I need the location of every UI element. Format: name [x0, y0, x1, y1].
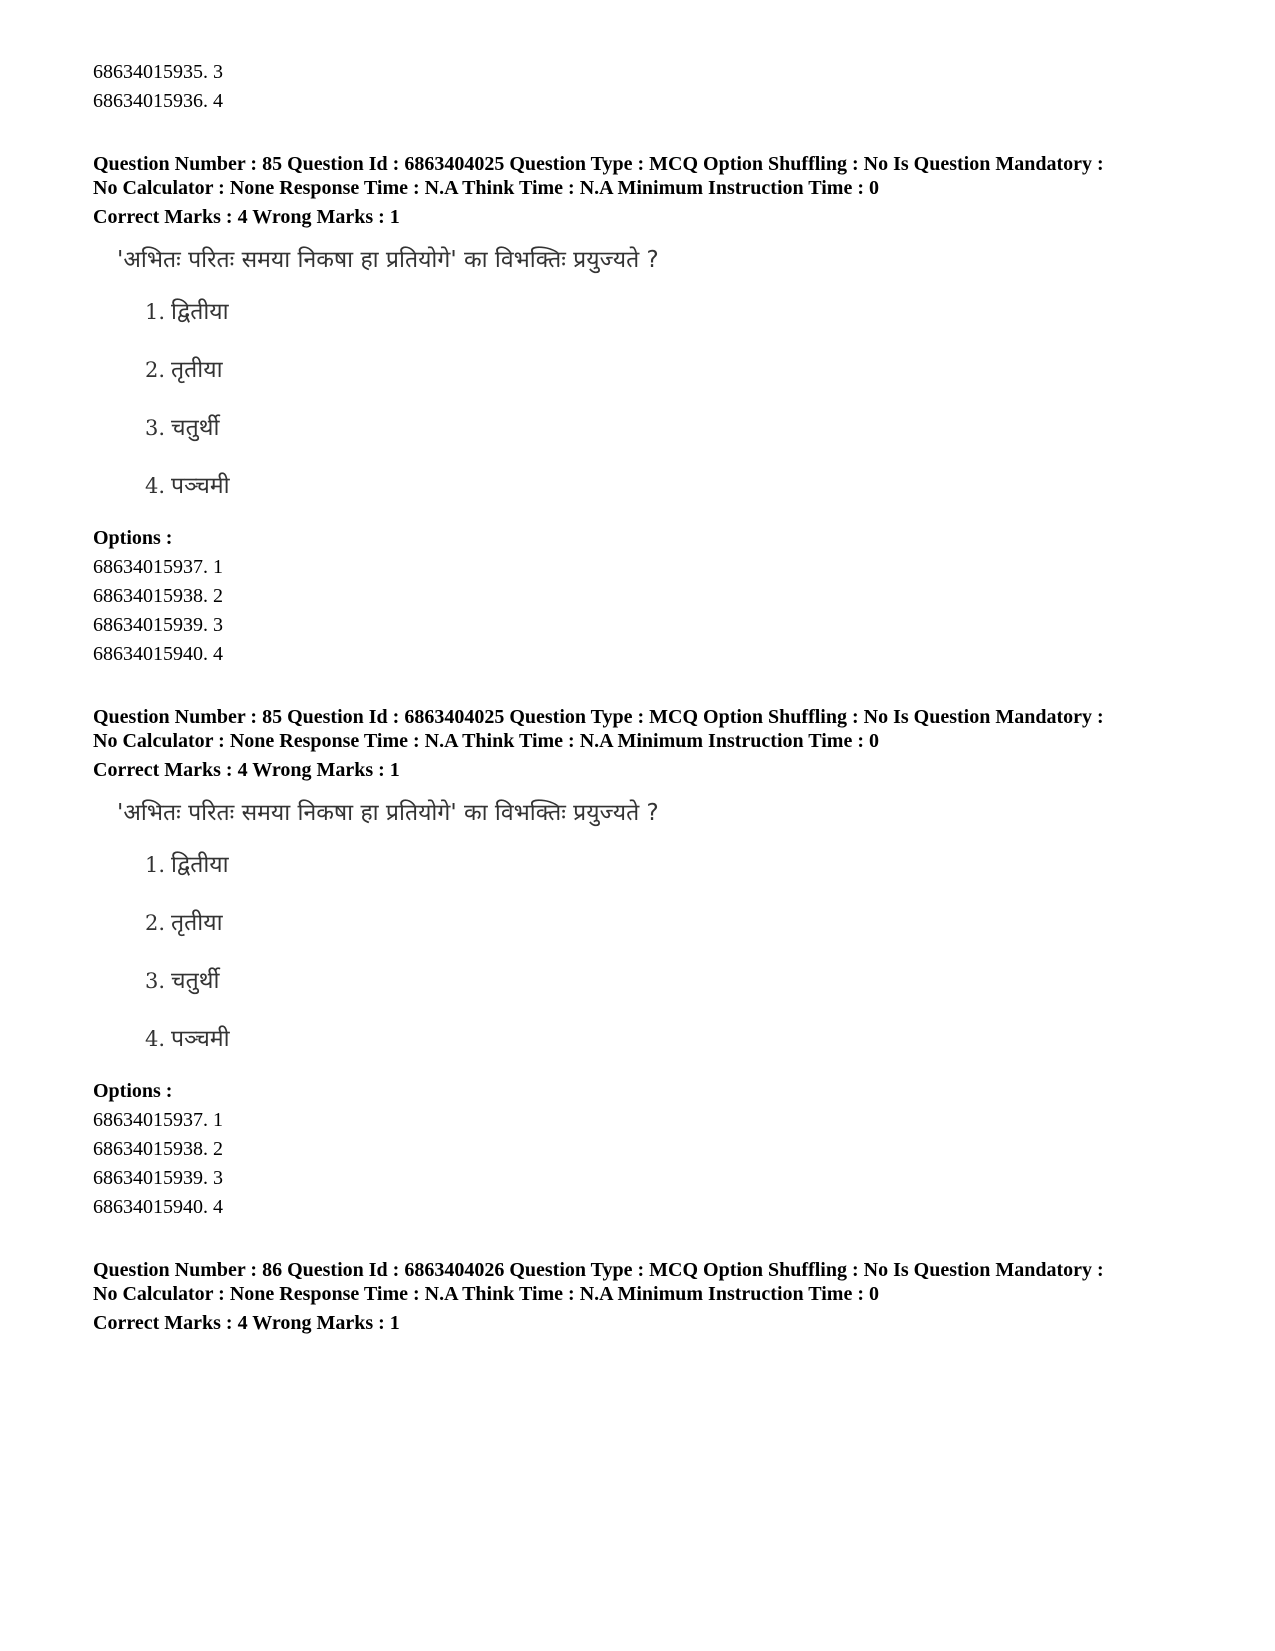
question-content	[117, 798, 1203, 1054]
choice-text: तृतीया	[171, 357, 223, 383]
question-meta-line: Question Number : 86 Question Id : 6863404026 Question Type : MCQ Option Shuffling : No Is Question Mandatory :	[93, 1259, 1104, 1281]
option-id-line: 68634015940. 4	[93, 1196, 223, 1218]
question-meta-line: No Calculator : None Response Time : N.A Think Time : N.A Minimum Instruction Time : 0	[93, 730, 879, 752]
question-text: 'अभितः परितः समया निकषा हा प्रतियोगे' का विभक्तिः प्रयुज्यते ?	[117, 800, 659, 826]
choice-number: 1.	[145, 300, 166, 324]
question-meta-line: No Calculator : None Response Time : N.A Think Time : N.A Minimum Instruction Time : 0	[93, 177, 879, 199]
question-choice	[145, 355, 1203, 385]
choice-text: तृतीया	[171, 910, 223, 936]
choice-number: 1.	[145, 853, 166, 877]
question-choice	[145, 413, 1203, 443]
question-marks: Correct Marks : 4 Wrong Marks : 1	[93, 759, 400, 781]
options-label: Options :	[93, 1080, 173, 1102]
choice-text: पञ्चमी	[171, 473, 230, 499]
option-id-line: 68634015938. 2	[93, 1138, 223, 1160]
question-choice	[145, 908, 1203, 938]
document-page	[93, 58, 1203, 1337]
choice-text: चतुर्थी	[171, 415, 220, 441]
option-id-line: 68634015936. 4	[93, 90, 223, 112]
question-choice	[145, 297, 1203, 327]
question-choice	[145, 966, 1203, 996]
option-id-line: 68634015937. 1	[93, 556, 223, 578]
choice-number: 2.	[145, 911, 166, 935]
option-id-line: 68634015938. 2	[93, 585, 223, 607]
question-block	[93, 705, 1203, 1222]
option-id-line: 68634015939. 3	[93, 1167, 223, 1189]
option-id-line: 68634015940. 4	[93, 643, 223, 665]
question-meta-line: No Calculator : None Response Time : N.A Think Time : N.A Minimum Instruction Time : 0	[93, 1283, 879, 1305]
option-id-line: 68634015939. 3	[93, 614, 223, 636]
choice-text: द्वितीया	[171, 299, 229, 325]
question-block	[93, 152, 1203, 669]
question-marks: Correct Marks : 4 Wrong Marks : 1	[93, 206, 400, 228]
question-choice	[145, 850, 1203, 880]
choice-number: 2.	[145, 358, 166, 382]
question-marks: Correct Marks : 4 Wrong Marks : 1	[93, 1312, 400, 1334]
choice-number: 3.	[145, 969, 166, 993]
choice-text: द्वितीया	[171, 852, 229, 878]
question-text: 'अभितः परितः समया निकषा हा प्रतियोगे' का विभक्तिः प्रयुज्यते ?	[117, 247, 659, 273]
choice-text: चतुर्थी	[171, 968, 220, 994]
question-choice	[145, 471, 1203, 501]
choice-number: 4.	[145, 474, 166, 498]
choice-number: 4.	[145, 1027, 166, 1051]
question-content	[117, 245, 1203, 501]
choice-number: 3.	[145, 416, 166, 440]
previous-options-list	[93, 58, 1203, 116]
options-label: Options :	[93, 527, 173, 549]
option-id-line: 68634015937. 1	[93, 1109, 223, 1131]
option-id-line: 68634015935. 3	[93, 61, 223, 83]
choice-text: पञ्चमी	[171, 1026, 230, 1052]
question-choice	[145, 1024, 1203, 1054]
question-meta-line: Question Number : 85 Question Id : 6863404025 Question Type : MCQ Option Shuffling : No Is Question Mandatory :	[93, 706, 1104, 728]
question-meta-line: Question Number : 85 Question Id : 6863404025 Question Type : MCQ Option Shuffling : No Is Question Mandatory :	[93, 153, 1104, 175]
question-block	[93, 1258, 1203, 1337]
